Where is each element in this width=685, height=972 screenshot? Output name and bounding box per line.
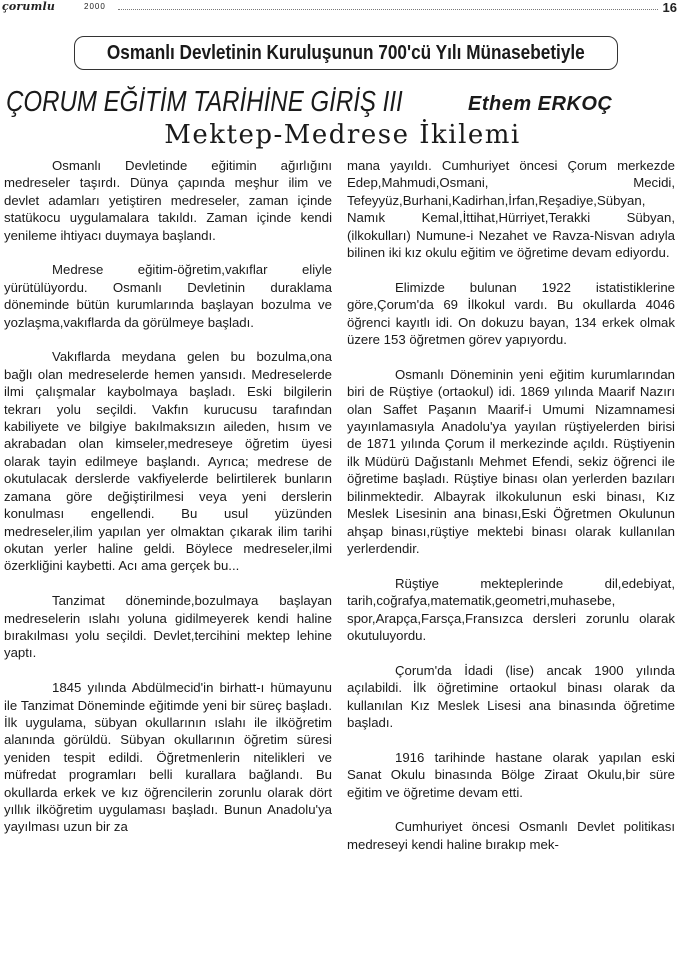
newspaper-logo: çorumlu	[2, 0, 56, 13]
article-subtitle: Mektep-Medrese İkilemi	[164, 120, 521, 150]
issue-year: 2000	[84, 2, 106, 11]
paragraph: Osmanlı Devletinde eğitimin ağırlığını medreseler taşırdı. Dünya çapında meşhur ilim ve devlet adamları yetiştiren medreseler, zaman içinde statükocu uygulamalara takıldı. Zaman içinde kendi yenileme ihtiyacı duymaya başlandı.	[4, 158, 332, 243]
paragraph: Tanzimat döneminde,bozulmaya başlayan medreselerin ıslahı yoluna gidilmeyerek kendi haline bırakılması yolu seçildi. Devlet,tercihini mektep lehine yaptı.	[4, 593, 332, 661]
page-number: 16	[662, 0, 677, 15]
paragraph: Medrese eğitim-öğretim,vakıflar eliyle yürütülüyordu. Osmanlı Devletinin duraklama döneminde bütün kurumlarında başlayan bozulma ve yozlaşma,vakıflarda da görülmeye başladı.	[4, 262, 332, 330]
anniversary-banner	[74, 36, 618, 70]
paragraph: Cumhuriyet öncesi Osmanlı Devlet politikası medreseyi kendi haline bırakıp mek-	[347, 819, 675, 852]
paragraph: 1845 yılında Abdülmecid'in birhatt-ı hümayunu ile Tanzimat Döneminde eğitimde yeni bir süreç başladı. İlk uygulama, sübyan okullarının ıslahı ile ilköğretim alanında görüldü. Sübyan okullarının öğretim süresi yeniden tespit edildi. Öğretmenlerin nitelikleri ve müfredat programları belli kurallara bağlandı. Bu okullarda erkek ve kız öğrencilerin zorunlu olarak dört yıllık ilköğretim uygulaması başladı. Bunun Anadolu'ya yayılması uzun bir za	[4, 680, 332, 835]
paragraph: 1916 tarihinde hastane olarak yapılan eski Sanat Okulu binasında Bölge Ziraat Okulu,bir süre eğitim ve öğretime devam etti.	[347, 749, 675, 800]
page-header	[0, 0, 685, 16]
paragraph: Osmanlı Döneminin yeni eğitim kurumlarından biri de Rüştiye (ortaokul) idi. 1869 yılında Maarif Nazırı olan Saffet Paşanın Maarif-i Umumi Nizamnamesi yayınlamasıyla Anadolu'ya yayılan rüştiyelerden birisi de 1871 yılında Çorum il merkezinde açıldı. Rüştiyenin ilk Müdürü Dağıstanlı Mehmet Efendi, sekiz öğrenci ile öğretime başladı. Rüştiye binası olan yerlerden bazıları bilinmektedir. Albayrak ilkokulunun eski binası, Kız Meslek Lisesinin ana binası,Eski Öğretmen Okulunun ahşap binası,rüştiye mektebi binası olarak kullanılan yerlerdendir.	[347, 366, 675, 556]
paragraph: Elimizde bulunan 1922 istatistiklerine göre,Çorum'da 69 İlkokul vardı. Bu okullarda 4046 öğrenci kayıtlı idi. On dokuzu bayan, 134 erkek olmak üzere 153 öğretmen görev yapıyordu.	[347, 279, 675, 348]
banner-text: Osmanlı Devletinin Kuruluşunun 700'cü Yılı Münasebetiyle	[107, 41, 585, 64]
paragraph: mana yayıldı. Cumhuriyet öncesi Çorum merkezde Edep,Mahmudi,Osmani, Mecidi, Tefeyyüz,Burhani,Kadirhan,İrfan,Reşadiye,Sübyan, Namık Kemal,İttihat,Hürriyet,Terakki Sübyan, (ilkokulları) Numune-i Nezahet ve Ravza-Nisvan adıyla bilinen iki kız okulu eğitim ve öğretime devam ediyordu.	[347, 158, 675, 261]
series-title: ÇORUM EĞİTİM TARİHİNE GİRİŞ III	[6, 86, 403, 118]
paragraph: Vakıflarda meydana gelen bu bozulma,ona bağlı olan medreselerde hemen yansıdı. Medreselerde ilmi çalışmalar kaybolmaya başladı. Eski bilgilerin tekrarı yolu seçildi. Vakfın kurucusu tarafından kabiliyete ve bilgiye bakılmaksızın aileden, hısım ve akrabadan olan kimseler,medreseye öğretim üyesi olarak tayin edilmeye başlandı. Ayrıca; medrese de okutulacak derslerde vakfiyelerde belirtilerek bunların zamana göre değiştirilmesi veya yeni derslerin konulması engellendi. Bu usul yüzünden medreseler,ilim yapılan yer olmaktan çıkarak ilim tarihi okutan yerler haline geldi. Böylece medreseler,ilmi özerkliğini kaybetti. Acı ama gerçek bu...	[4, 349, 332, 574]
header-rule	[118, 9, 658, 10]
paragraph: Rüştiye mekteplerinde dil,edebiyat, tarih,coğrafya,matematik,geometri,muhasebe, spor,Arapça,Farsça,Fransızca dersleri zorunlu olarak okutuluyordu.	[347, 575, 675, 643]
author-name: Ethem ERKOÇ	[468, 93, 613, 115]
left-column	[4, 157, 332, 853]
paragraph: Çorum'da İdadi (lise) ancak 1900 yılında açılabildi. İlk öğretimine ortaokul binası olarak da kullanılan Kız Meslek Lisesi ana binasında öğretime başladı.	[347, 662, 675, 730]
right-column	[347, 157, 675, 871]
